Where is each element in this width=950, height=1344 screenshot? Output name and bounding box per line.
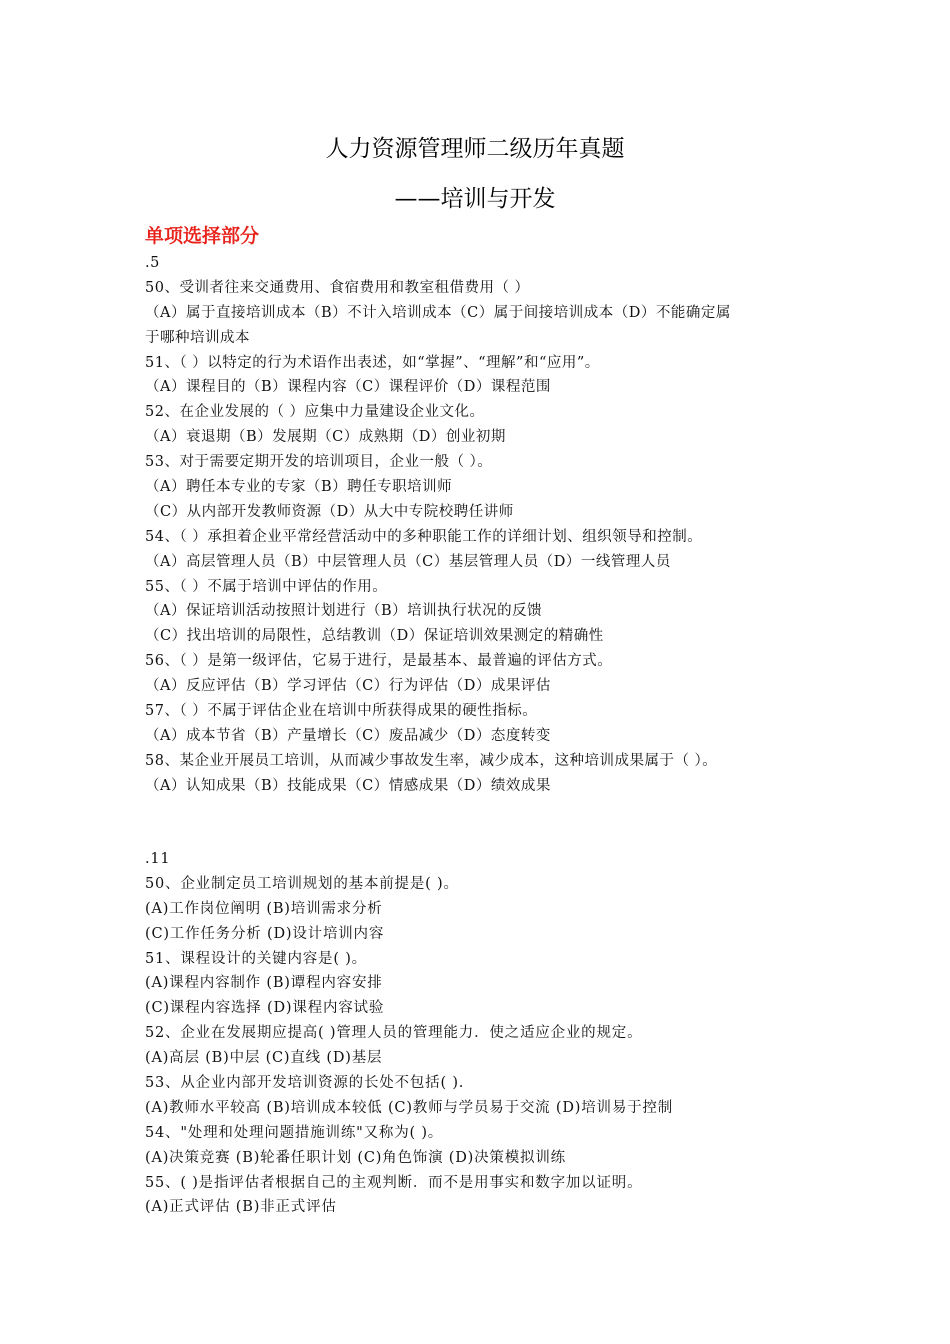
text-line: 55、（ ）不属于培训中评估的作用。 (145, 578, 388, 595)
text-line: (A)高层 (B)中层 (C)直线 (D)基层 (145, 1050, 383, 1067)
text-line: (C)工作任务分析 (D)设计培训内容 (145, 925, 385, 942)
text-line: .5 (145, 255, 160, 271)
document-title: 人力资源管理师二级历年真题 (325, 136, 625, 162)
text-line: 50、企业制定员工培训规划的基本前提是( )。 (145, 875, 459, 892)
text-line: (A)正式评估 (B)非正式评估 (145, 1199, 337, 1216)
text-line: （A）衰退期（B）发展期（C）成熟期（D）创业初期 (145, 429, 506, 446)
text-line: （C）从内部开发教师资源（D）从大中专院校聘任讲师 (145, 503, 514, 520)
text-line: (A)课程内容制作 (B)谭程内容安排 (145, 975, 383, 992)
text-line: 51、（ ）以特定的行为术语作出表述，如“掌握”、“理解”和“应用”。 (145, 354, 600, 371)
question-block-2 (145, 847, 825, 1220)
text-line: 56、（ ）是第一级评估，它易于进行，是最基本、最普遍的评估方式。 (145, 653, 613, 670)
text-line: （A）认知成果（B）技能成果（C）情感成果（D）绩效成果 (145, 777, 551, 794)
text-line: （A）聘任本专业的专家（B）聘任专职培训师 (145, 479, 453, 496)
text-line: 51、课程设计的关键内容是( )。 (145, 950, 367, 967)
text-line: （C）找出培训的局限性，总结教训（D）保证培训效果测定的精确性 (145, 628, 604, 645)
text-line: 54、（ ）承担着企业平常经营活动中的多种职能工作的详细计划、组织领导和控制。 (145, 528, 703, 545)
text-line: (C)课程内容选择 (D)课程内容试验 (145, 1000, 385, 1017)
text-line: 52、在企业发展的（ ）应集中力量建设企业文化。 (145, 404, 485, 421)
question-block-1 (145, 251, 825, 799)
text-line: 55、( )是指评估者根据自己的主观判断．而不是用事实和数字加以证明。 (145, 1174, 643, 1191)
text-line: （A）保证培训活动按照计划进行（B）培训执行状况的反馈 (145, 603, 543, 620)
text-line: (A)工作岗位阐明 (B)培训需求分析 (145, 900, 383, 917)
text-line: 于哪种培训成本 (145, 329, 250, 346)
text-line: (A)教师水平较高 (B)培训成本较低 (C)教师与学员易于交流 (D)培训易于控制 (145, 1099, 674, 1116)
text-line: （A）属于直接培训成本（B）不计入培训成本（C）属于间接培训成本（D）不能确定属 (145, 304, 731, 321)
text-line: 50、受训者往来交通费用、食宿费用和教室租借费用（ ） (145, 279, 530, 296)
document-subtitle: ——培训与开发 (394, 186, 556, 212)
text-line: 53、从企业内部开发培训资源的长处不包括( ). (145, 1075, 465, 1092)
text-line: （A）成本节省（B）产量增长（C）废品减少（D）态度转变 (145, 727, 551, 744)
section-heading: 单项选择部分 (145, 225, 260, 247)
text-line: 58、某企业开展员工培训，从而减少事故发生率，减少成本，这种培训成果属于（ ）。 (145, 752, 718, 769)
text-line: （A）高层管理人员（B）中层管理人员（C）基层管理人员（D）一线管理人员 (145, 553, 671, 570)
text-line: .11 (145, 851, 171, 867)
text-line: （A）反应评估（B）学习评估（C）行为评估（D）成果评估 (145, 678, 551, 695)
text-line: 53、对于需要定期开发的培训项目，企业一般（ ）。 (145, 454, 493, 471)
text-line: 57、（ ）不属于评估企业在培训中所获得成果的硬性指标。 (145, 703, 538, 720)
text-line: 52、企业在发展期应提高( )管理人员的管理能力．使之适应企业的规定。 (145, 1025, 643, 1042)
text-line: (A)决策竞赛 (B)轮番任职计划 (C)角色饰演 (D)决策模拟训练 (145, 1149, 566, 1166)
text-line: 54、"处理和处理问题措施训练"又称为( )。 (145, 1124, 444, 1141)
text-line: （A）课程目的（B）课程内容（C）课程评价（D）课程范围 (145, 379, 551, 396)
